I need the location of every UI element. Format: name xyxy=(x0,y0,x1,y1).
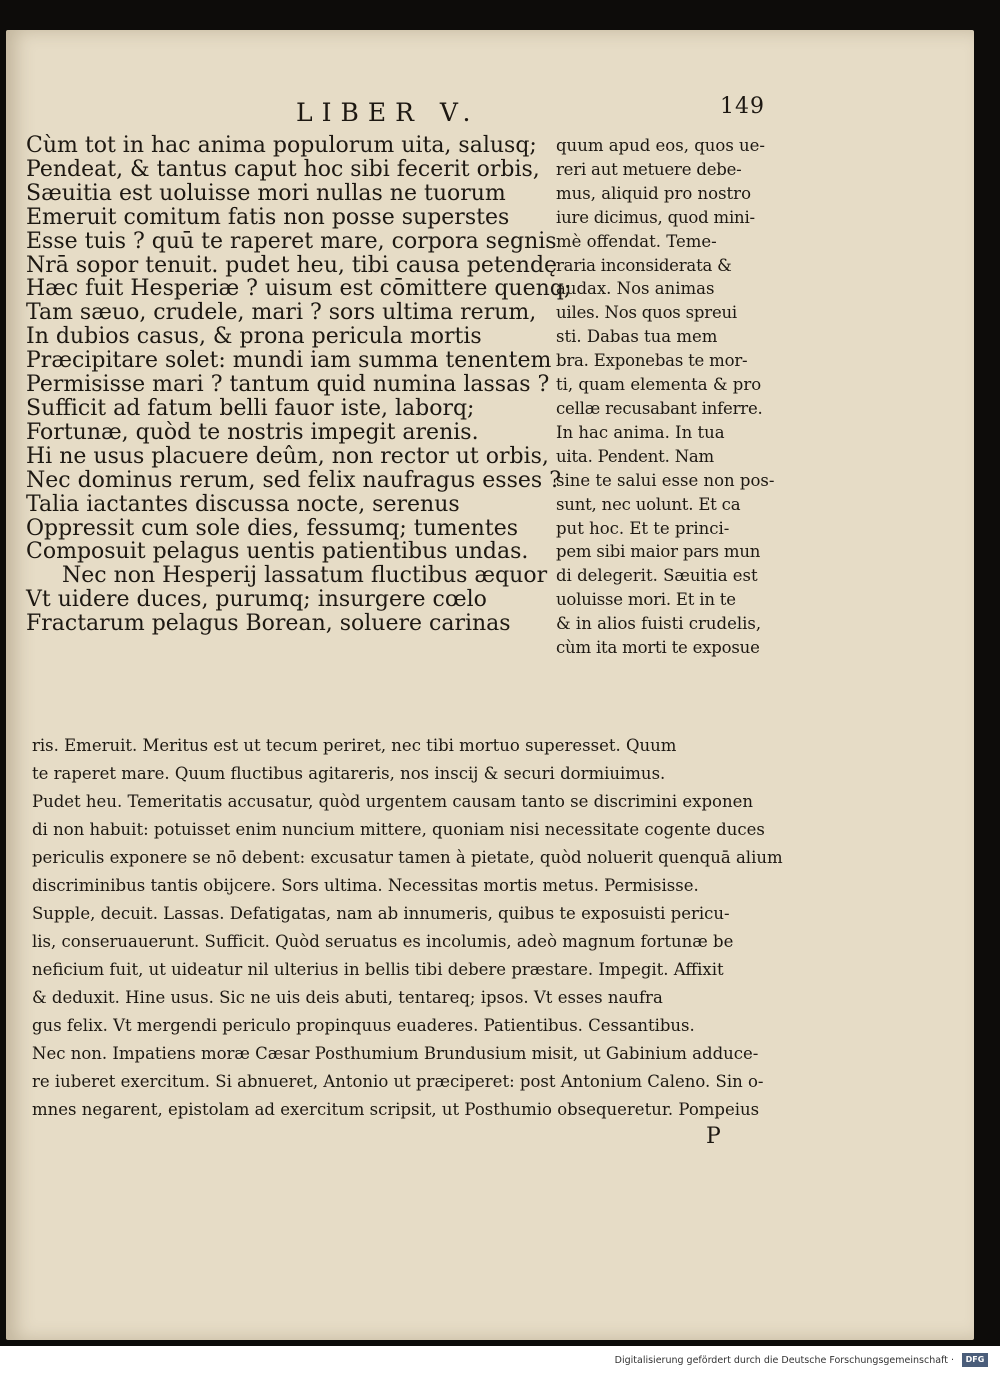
gloss-line: put hoc. Et te princi- xyxy=(556,518,730,538)
gloss-line: iure dicimus, quod mini- xyxy=(556,207,755,227)
gloss-line: audax. Nos animas xyxy=(556,279,715,299)
commentary-line: re iuberet exercitum. Si abnueret, Antonio ut præciperet: post Antonium Caleno. Sin o- xyxy=(32,1072,764,1091)
verse-column xyxy=(26,133,572,637)
verse-line: Pendeat, & tantus caput hoc sibi fecerit orbis, xyxy=(26,156,540,182)
commentary-line: ris. Emeruit. Meritus est ut tecum periret, nec tibi mortuo superesset. Quum xyxy=(32,736,677,755)
verse-line: In dubios casus, & prona pericula mortis xyxy=(26,324,482,350)
gloss-line: di delegerit. Sæuitia est xyxy=(556,566,758,586)
verse-line: Sæuitia est uoluisse mori nullas ne tuorum xyxy=(26,180,506,206)
book-page xyxy=(6,30,974,1340)
gloss-line: reri aut metuere debe- xyxy=(556,159,742,179)
gloss-line: mè offendat. Teme- xyxy=(556,231,717,251)
commentary-line: neficium fuit, ut uideatur nil ulterius in bellis tibi debere præstare. Impegit. Affixit xyxy=(32,960,724,979)
page-number: 149 xyxy=(720,94,765,119)
verse-line: Composuit pelagus uentis patientibus undas. xyxy=(26,539,529,565)
gloss-line: raria inconsiderata & xyxy=(556,255,732,275)
gloss-line: & in alios fuisti crudelis, xyxy=(556,614,762,634)
footer-bar xyxy=(0,1346,1000,1376)
commentary-line: Nec non. Impatiens moræ Cæsar Posthumium Brundusium misit, ut Gabinium adduce- xyxy=(32,1044,759,1063)
verse-line: Præcipitare solet: mundi iam summa tenentem xyxy=(26,348,552,374)
gloss-line: cùm ita morti te exposue xyxy=(556,638,760,658)
commentary-line: lis, conseruauerunt. Sufficit. Quòd seruatus es incolumis, adeò magnum fortunæ be xyxy=(32,932,734,951)
funding-credit: Digitalisierung gefördert durch die Deutsche Forschungsgemeinschaft · xyxy=(614,1355,954,1366)
commentary-line: periculis exponere se nō debent: excusatur tamen à pietate, quòd noluerit quenquā alium xyxy=(32,848,783,867)
gloss-line: sti. Dabas tua mem xyxy=(556,327,718,347)
running-title: LIBER V. xyxy=(296,98,480,127)
commentary-line: di non habuit: potuisset enim nuncium mittere, quoniam nisi necessitate cogente duces xyxy=(32,820,765,839)
commentary-line: & deduxit. Hine usus. Sic ne uis deis abuti, tentareq; ipsos. Vt esses naufra xyxy=(32,988,663,1007)
gloss-line: bra. Exponebas te mor- xyxy=(556,351,748,371)
verse-line: Emeruit comitum fatis non posse superstes xyxy=(26,204,510,230)
verse-line: Permisisse mari ? tantum quid numina lassas ? xyxy=(26,372,550,398)
gloss-line: In hac anima. In tua xyxy=(556,422,725,442)
gloss-line: sunt, nec uolunt. Et ca xyxy=(556,494,741,514)
verse-line: Hæc fuit Hesperiæ ? uisum est cōmittere quenq; xyxy=(26,276,572,302)
commentary-line: gus felix. Vt mergendi periculo propinquus euaderes. Patientibus. Cessantibus. xyxy=(32,1016,695,1035)
commentary-line: Pudet heu. Temeritatis accusatur, quòd urgentem causam tanto se discrimini exponen xyxy=(32,792,753,811)
verse-line: Fortunæ, quòd te nostris impegit arenis. xyxy=(26,419,479,445)
commentary-block xyxy=(32,732,782,1124)
dfg-logo: DFG xyxy=(962,1353,988,1367)
verse-line: Nec dominus rerum, sed felix naufragus esses ? xyxy=(26,467,561,493)
gloss-line: cellæ recusabant inferre. xyxy=(556,398,763,418)
verse-line: Hi ne usus placuere deûm, non rector ut orbis, xyxy=(26,443,549,469)
verse-line: Vt uidere duces, purumq; insurgere cœlo xyxy=(26,587,487,613)
gloss-line: uita. Pendent. Nam xyxy=(556,446,715,466)
gloss-line: sine te salui esse non pos- xyxy=(556,470,775,490)
commentary-line: mnes negarent, epistolam ad exercitum scripsit, ut Posthumio obsequeretur. Pompeius xyxy=(32,1100,760,1119)
gloss-line: pem sibi maior pars mun xyxy=(556,542,761,562)
verse-line: Nec non Hesperij lassatum fluctibus æquor xyxy=(62,563,548,589)
gloss-line: mus, aliquid pro nostro xyxy=(556,183,752,203)
gloss-line: uoluisse mori. Et in te xyxy=(556,590,736,610)
gloss-column xyxy=(556,134,792,660)
verse-line: Tam sæuo, crudele, mari ? sors ultima rerum, xyxy=(26,300,537,326)
verse-line: Fractarum pelagus Borean, soluere carinas xyxy=(26,611,511,637)
verse-line: Talia iactantes discussa nocte, serenus xyxy=(26,491,460,517)
gloss-line: quum apud eos, quos ue- xyxy=(556,136,765,155)
verse-line: Esse tuis ? quū te raperet mare, corpora segnis xyxy=(26,228,557,254)
commentary-line: discriminibus tantis obijcere. Sors ultima. Necessitas mortis metus. Permisisse. xyxy=(32,876,699,895)
gloss-line: uiles. Nos quos spreui xyxy=(556,303,738,323)
commentary-line: Supple, decuit. Lassas. Defatigatas, nam ab innumeris, quibus te exposuisti pericu- xyxy=(32,904,730,923)
verse-line: Oppressit cum sole dies, fessumq; tumentes xyxy=(26,515,519,541)
commentary-line: te raperet mare. Quum fluctibus agitareris, nos inscij & securi dormiuimus. xyxy=(32,764,666,783)
signature-mark: P xyxy=(706,1124,721,1149)
verse-line: Nrā sopor tenuit. pudet heu, tibi causa petendę xyxy=(26,252,558,278)
verse-line: Cùm tot in hac anima populorum uita, salusq; xyxy=(26,133,537,158)
verse-line: Sufficit ad fatum belli fauor iste, laborq; xyxy=(26,395,475,421)
gloss-line: ti, quam elementa & pro xyxy=(556,375,762,395)
